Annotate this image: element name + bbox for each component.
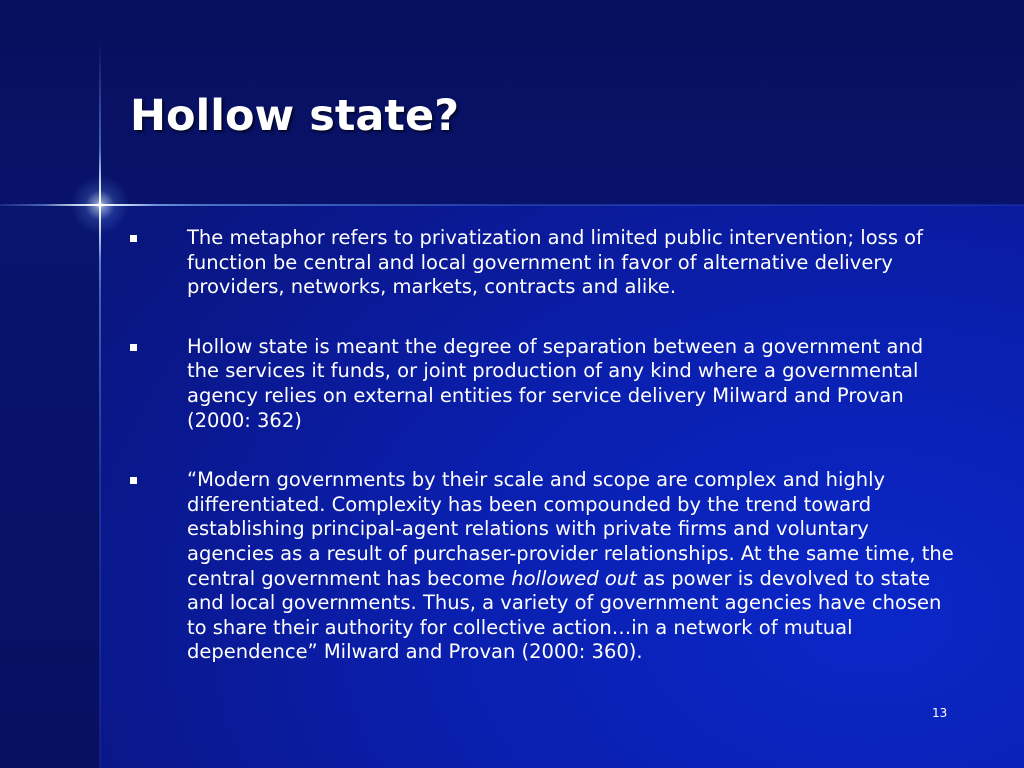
- bullet-item-2: [128, 335, 958, 433]
- square-bullet-icon: [130, 235, 137, 242]
- bullet-list: [128, 226, 958, 700]
- bullet-text: The metaphor refers to privatization and limited public intervention; loss of function be central and local government in favor of alternative delivery providers, networks, markets, contracts and alike.: [187, 226, 923, 299]
- square-bullet-icon: [130, 477, 137, 484]
- bullet-text-part: as power is devolved to state and local governments. Thus, a variety of government agencies have chosen to share their authority for collective action…in a network of mutual dependence” Milward and Provan (2000: 360).: [187, 566, 942, 664]
- bullet-item-1: [128, 226, 958, 300]
- sparkle-horizontal-ray: [45, 204, 155, 206]
- bullet-text-emphasis: hollowed out: [511, 566, 637, 590]
- left-band: [0, 205, 100, 768]
- page-number: 13: [932, 706, 948, 720]
- bullet-item-3: [128, 468, 958, 665]
- slide-title: Hollow state?: [130, 91, 460, 141]
- square-bullet-icon: [130, 344, 137, 351]
- bullet-text-part: “Modern governments by their scale and scope are complex and highly differentiated. Complexity has been compounded by the trend toward establishing principal-agent relations with private firms and voluntary agencies as a result of purchaser-provider relationships. At the same time, the central government has become: [187, 468, 954, 590]
- bullet-text: Hollow state is meant the degree of separation between a government and the services it funds, or joint production of any kind where a governmental agency relies on external entities for service delivery Milward and Provan (2000: 362): [187, 334, 924, 432]
